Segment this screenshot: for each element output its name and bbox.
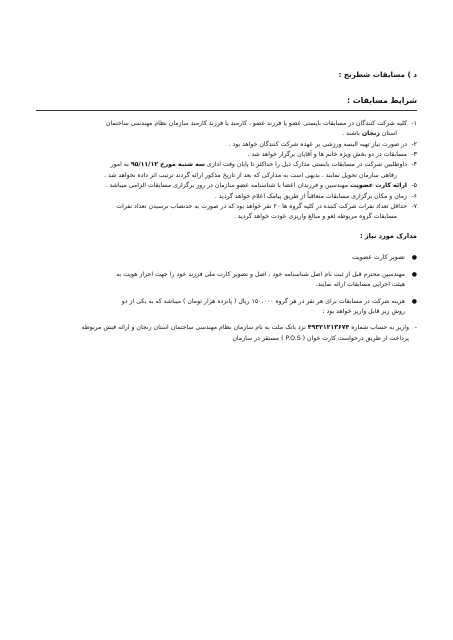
document-text: روش زیر قابل واریز خواهد بود : bbox=[322, 307, 405, 315]
payment-option bbox=[36, 323, 417, 344]
condition-text: داوطلبین شرکت در مسابقات بایستی مدارک ذیل را حداکثر تا پایان وقت اداری bbox=[204, 161, 407, 169]
condition-text: در صورت نیاز تهیه البسه ورزشی بر عهده شرکت کنندگان خواهد بود . bbox=[228, 140, 407, 148]
condition-bold-text: زنجان bbox=[361, 130, 380, 138]
conditions-title: شرایط مسابقات : bbox=[346, 96, 417, 106]
document-item-3 bbox=[36, 297, 417, 318]
condition-number: ۳- bbox=[411, 151, 417, 159]
condition-text: باشند . bbox=[342, 130, 362, 138]
condition-item-2 bbox=[36, 140, 417, 150]
deadline-date: سه شنبه مورخ ۹۵/۱۱/۱۲ bbox=[130, 161, 205, 169]
condition-text: مسابقات گروه مربوطه لغو و مبالغ واریزی عودت خواهد گردید . bbox=[233, 213, 397, 221]
conditions-list bbox=[36, 119, 417, 223]
bullet-icon: ● bbox=[411, 254, 417, 262]
account-number: ۴۹۳۲۱۲۱۳۶۷۴ bbox=[307, 324, 350, 332]
condition-item-1 bbox=[36, 119, 417, 140]
condition-text: حداقل تعداد نفرات شرکت کننده در کلیه گروه ها ۲۰ نفر خواهد بود که در صورت به حدنصاب نرسیدن تعداد نفرات bbox=[116, 203, 407, 211]
document-body bbox=[36, 70, 417, 344]
section-heading: د ) مسابقات شطرنج : bbox=[338, 70, 417, 79]
payment-text: واریز به حساب شماره bbox=[349, 324, 409, 332]
condition-item-6 bbox=[36, 192, 417, 202]
condition-item-7 bbox=[36, 202, 417, 223]
condition-item-3 bbox=[36, 150, 417, 160]
document-text: هزینه شرکت در مسابقات برای هر نفر در هر گروه ۱۵۰،۰۰۰ ریال ( پانزده هزار تومان ) میباشد که به یکی از دو bbox=[121, 297, 405, 305]
dash-marker: - bbox=[414, 324, 417, 332]
condition-item-4 bbox=[36, 160, 417, 181]
bullet-icon: ● bbox=[411, 297, 417, 305]
condition-item-5 bbox=[36, 181, 417, 191]
condition-text: مسابقات در دو بخش ویژه خانم ها و آقایان برگزار خواهد شد . bbox=[247, 151, 407, 159]
condition-text: کلیه شرکت کنندگان در مسابقات بایستی عضو یا فرزند عضو ، کارمند یا فرزند کارمند سازمان نظام مهندسی ساختمان bbox=[106, 119, 407, 127]
documents-list bbox=[36, 253, 417, 317]
document-text: مهندسین محترم قبل از ثبت نام اصل شناسنامه خود ، اصل و تصویر کارت ملی فرزند خود را جهت احراز هویت به bbox=[116, 270, 405, 278]
document-item-1 bbox=[36, 253, 417, 263]
bullet-icon: ● bbox=[411, 270, 417, 278]
condition-number: ۷- bbox=[411, 203, 417, 211]
condition-number: ۶- bbox=[411, 192, 417, 200]
documents-title: مدارک مورد نیاز : bbox=[359, 231, 417, 240]
document-item-2 bbox=[36, 270, 417, 291]
title-divider bbox=[36, 110, 417, 111]
condition-number: ۵- bbox=[411, 182, 417, 190]
condition-text: مهندسین و فرزندان اعضا با شناسنامه عضو سازمان در روز برگزاری مسابقات الزامی میباشد . bbox=[105, 182, 351, 190]
condition-bold-text: ارائه کارت عضویت bbox=[350, 182, 407, 190]
condition-number: ۱- bbox=[411, 119, 417, 127]
condition-number: ۴- bbox=[411, 161, 417, 169]
condition-text: به امور bbox=[110, 161, 131, 169]
condition-text: رفاهی سازمان تحویل نمایند . بدیهی است به مدارکی که بعد از تاریخ مذکور ارائه گردند ترتیب اثر داده نخواهد شد . bbox=[104, 171, 397, 179]
condition-text: زمان و مکان برگزاری مسابقات متعاقباً از طریق پیامک اعلام خواهد گردید . bbox=[214, 192, 407, 200]
payment-text: پرداخت از طریق درخواست کارت خوان ( P.O.S ) مستقر در سازمان bbox=[232, 334, 409, 342]
payment-text: نزد بانک ملت به نام سازمان نظام مهندسی ساختمان استان زنجان و ارائه فیش مربوطه bbox=[81, 324, 308, 332]
condition-number: ۲- bbox=[411, 140, 417, 148]
document-text: تصویر کارت عضویت bbox=[351, 254, 405, 262]
document-text: هیئت اجرایی مسابقات ارائه نمایند. bbox=[315, 281, 405, 289]
condition-text: استان bbox=[379, 130, 397, 138]
